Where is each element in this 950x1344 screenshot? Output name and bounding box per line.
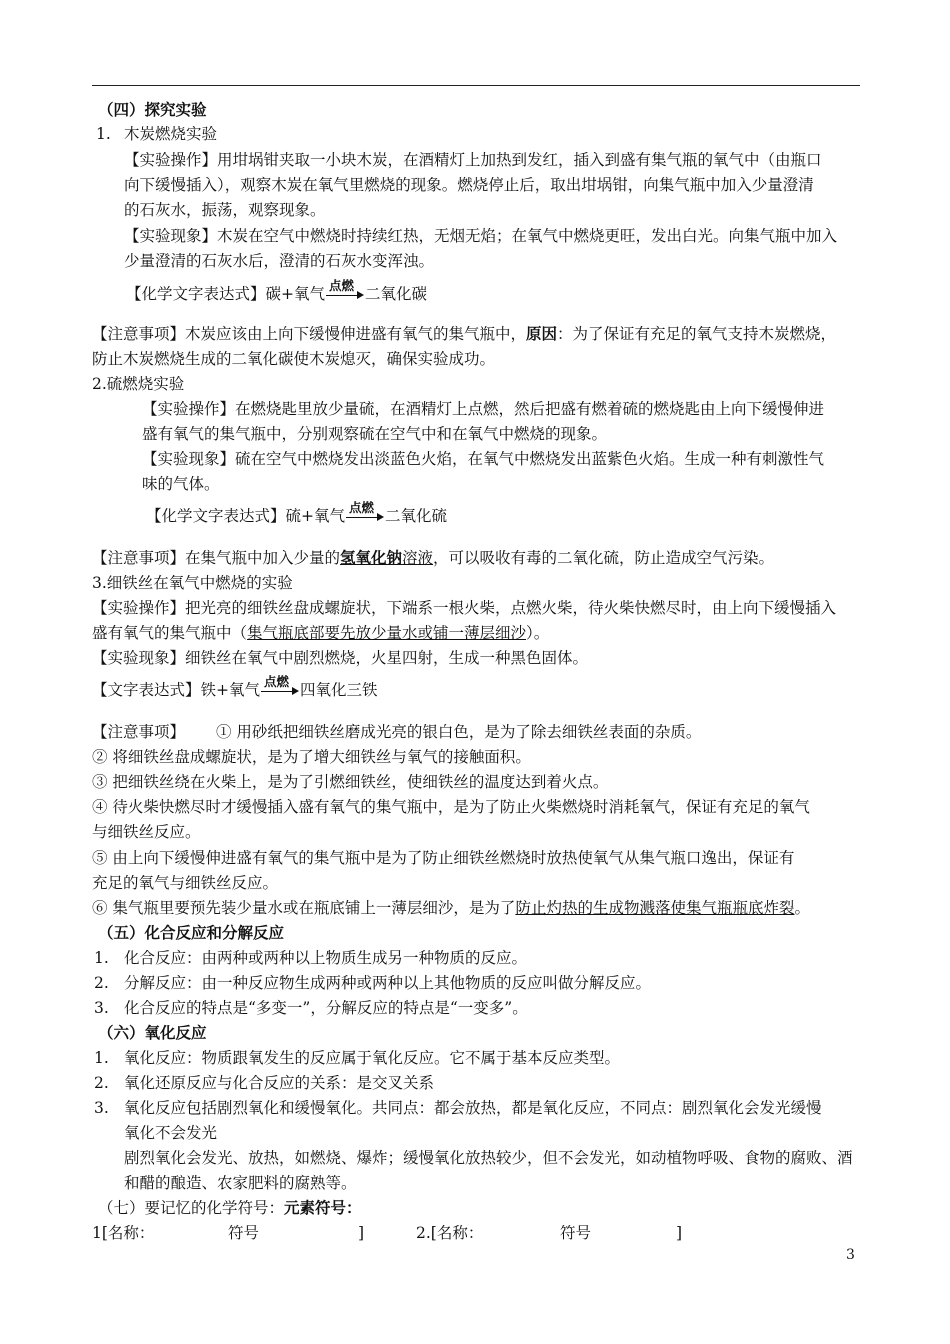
iron-operation-line-1: 【实验操作】把光亮的细铁丝盘成螺旋状，下端系一根火柴，点燃火柴，待火柴快燃尽时，由上向下缓慢插入	[92, 599, 837, 617]
arrow-icon	[326, 295, 360, 296]
sulfur-operation-line-1: 【实验操作】在燃烧匙里放少量硫，在酒精灯上点燃，然后把盛有燃着硫的燃烧匙由上向下缓慢伸进	[142, 400, 825, 418]
equation-label: 【化学文字表达式】	[126, 285, 266, 303]
arrow-icon	[261, 691, 295, 692]
reaction-condition: 点燃	[329, 278, 355, 293]
charcoal-note-line-2: 防止木炭燃烧生成的二氧化碳使木炭熄灭，确保实验成功。	[92, 350, 496, 368]
s5-item-1-text: 化合反应：由两种或两种以上物质生成另一种物质的反应。	[124, 949, 528, 967]
iron-note-1: ① 用砂纸把细铁丝磨成光亮的银白色，是为了除去细铁丝表面的杂质。	[216, 723, 702, 741]
s5-item-2-text: 分解反应：由一种反应物生成两种或两种以上其他物质的反应叫做分解反应。	[124, 974, 652, 992]
iron-note-4-line-1: ④ 待火柴快燃尽时才缓慢插入盛有氧气的集气瓶中，是为了防止火柴燃烧时消耗氧气，保证有充足的氧气	[92, 798, 810, 816]
s6-continuation-2: 剧烈氧化会发光、放热，如燃烧、爆炸；缓慢氧化放热较少，但不会发光，如动植物呼吸、食物的腐败、酒	[124, 1149, 853, 1167]
sulfur-note: 【注意事项】在集气瓶中加入少量的氢氧化钠溶液，可以吸收有毒的二氧化硫，防止造成空气污染。	[92, 548, 775, 567]
iron-note-3: ③ 把细铁丝绕在火柴上，是为了引燃细铁丝，使细铁丝的温度达到着火点。	[92, 773, 609, 791]
s5-item-1-number: 1.	[94, 949, 109, 967]
header-rule	[92, 85, 860, 86]
equation-reactants: 铁+氧气	[200, 681, 261, 699]
sulfur-equation	[146, 500, 448, 528]
fill-2-symbol: 符号	[560, 1224, 592, 1242]
charcoal-operation-line-3: 的石灰水，振荡，观察现象。	[124, 201, 326, 219]
s5-item-3-number: 3.	[94, 999, 109, 1017]
item-1-number: 1.	[96, 125, 111, 143]
fill-1-open: 1[名称：	[92, 1224, 155, 1242]
sulfur-phenomenon-line-1: 【实验现象】硫在空气中燃烧发出淡蓝色火焰，在氧气中燃烧发出蓝紫色火焰。生成一种有刺激性气	[142, 450, 825, 468]
iron-note-4-line-2: 与细铁丝反应。	[92, 823, 201, 841]
iron-note-5-line-1: ⑤ 由上向下缓慢伸进盛有氧气的集气瓶中是为了防止细铁丝燃烧时放热使氧气从集气瓶口逸出，保证有	[92, 849, 795, 867]
s6-item-1-text: 氧化反应：物质跟氧发生的反应属于氧化反应。它不属于基本反应类型。	[124, 1049, 621, 1067]
reaction-arrow	[326, 278, 364, 303]
s6-item-1-number: 1.	[94, 1049, 109, 1067]
reaction-condition: 点燃	[349, 500, 375, 515]
charcoal-equation	[126, 278, 428, 306]
s6-item-3-text: 氧化反应包括剧烈氧化和缓慢氧化。共同点：都会放热，都是氧化反应，不同点：剧烈氧化会发光缓慢	[124, 1099, 822, 1117]
fill-2-open: 2.[名称：	[416, 1224, 484, 1242]
charcoal-operation-line-1: 【实验操作】用坩埚钳夹取一小块木炭，在酒精灯上加热到发红，插入到盛有集气瓶的氧气中（由瓶口	[124, 151, 822, 169]
page-number: 3	[846, 1247, 855, 1263]
equation-label: 【文字表达式】	[92, 681, 201, 699]
charcoal-note-line-1: 【注意事项】木炭应该由上向下缓慢伸进盛有氧气的集气瓶中，原因：为了保证有充足的氧气支持木炭燃烧，	[92, 324, 837, 343]
equation-product: 二氧化硫	[385, 507, 448, 525]
s6-item-2-text: 氧化还原反应与化合反应的关系：是交叉关系	[124, 1074, 435, 1092]
reaction-arrow	[346, 500, 384, 525]
iron-note-label: 【注意事项】	[92, 723, 186, 741]
s6-continuation-3: 和醋的酿造、农家肥料的腐熟等。	[124, 1174, 357, 1192]
reaction-condition: 点燃	[264, 674, 290, 689]
iron-note-2: ② 将细铁丝盘成螺旋状，是为了增大细铁丝与氧气的接触面积。	[92, 748, 531, 766]
s5-item-2-number: 2.	[94, 974, 109, 992]
item-3-title: 3.细铁丝在氧气中燃烧的实验	[92, 574, 293, 592]
iron-note-6: ⑥ 集气瓶里要预先装少量水或在瓶底铺上一薄层细沙，是为了防止灼热的生成物溅落使集气瓶瓶底炸裂。	[92, 899, 810, 917]
item-1-title: 木炭燃烧实验	[124, 125, 218, 143]
fill-1-symbol: 符号	[228, 1224, 260, 1242]
section-6-title: （六）氧化反应	[98, 1023, 207, 1042]
iron-equation	[92, 674, 378, 702]
section-7-title: （七）要记忆的化学符号：元素符号：	[98, 1198, 362, 1217]
item-2-title: 2.硫燃烧实验	[92, 375, 185, 393]
s6-continuation-1: 氧化不会发光	[124, 1124, 218, 1142]
charcoal-phenomenon-line-2: 少量澄清的石灰水后，澄清的石灰水变浑浊。	[124, 252, 435, 270]
equation-product: 二氧化碳	[365, 285, 428, 303]
iron-operation-line-2: 盛有氧气的集气瓶中（集气瓶底部要先放少量水或铺一薄层细沙）。	[92, 624, 550, 642]
equation-label: 【化学文字表达式】	[146, 507, 286, 525]
fill-2-close: ]	[676, 1224, 683, 1242]
reaction-arrow	[261, 674, 299, 699]
equation-reactants: 硫+氧气	[285, 507, 346, 525]
iron-phenomenon: 【实验现象】细铁丝在氧气中剧烈燃烧，火星四射，生成一种黑色固体。	[92, 649, 589, 667]
arrow-icon	[346, 517, 380, 518]
sulfur-phenomenon-line-2: 味的气体。	[142, 475, 220, 493]
equation-product: 四氧化三铁	[300, 681, 378, 699]
section-5-title: （五）化合反应和分解反应	[98, 923, 285, 942]
iron-note-5-line-2: 充足的氧气与细铁丝反应。	[92, 874, 279, 892]
s6-item-3-number: 3.	[94, 1099, 109, 1117]
section-4-title: （四）探究实验	[98, 100, 207, 119]
equation-reactants: 碳+氧气	[265, 285, 326, 303]
s6-item-2-number: 2.	[94, 1074, 109, 1092]
sulfur-operation-line-2: 盛有氧气的集气瓶中，分别观察硫在空气中和在氧气中燃烧的现象。	[142, 425, 608, 443]
fill-1-close: ]	[358, 1224, 365, 1242]
s5-item-3-text: 化合反应的特点是“多变一”，分解反应的特点是“一变多”。	[124, 999, 528, 1017]
charcoal-operation-line-2: 向下缓慢插入），观察木炭在氧气里燃烧的现象。燃烧停止后，取出坩埚钳，向集气瓶中加入少量澄清	[124, 176, 814, 194]
charcoal-phenomenon-line-1: 【实验现象】木炭在空气中燃烧时持续红热，无烟无焰；在氧气中燃烧更旺，发出白光。向集气瓶中加入	[124, 227, 838, 245]
